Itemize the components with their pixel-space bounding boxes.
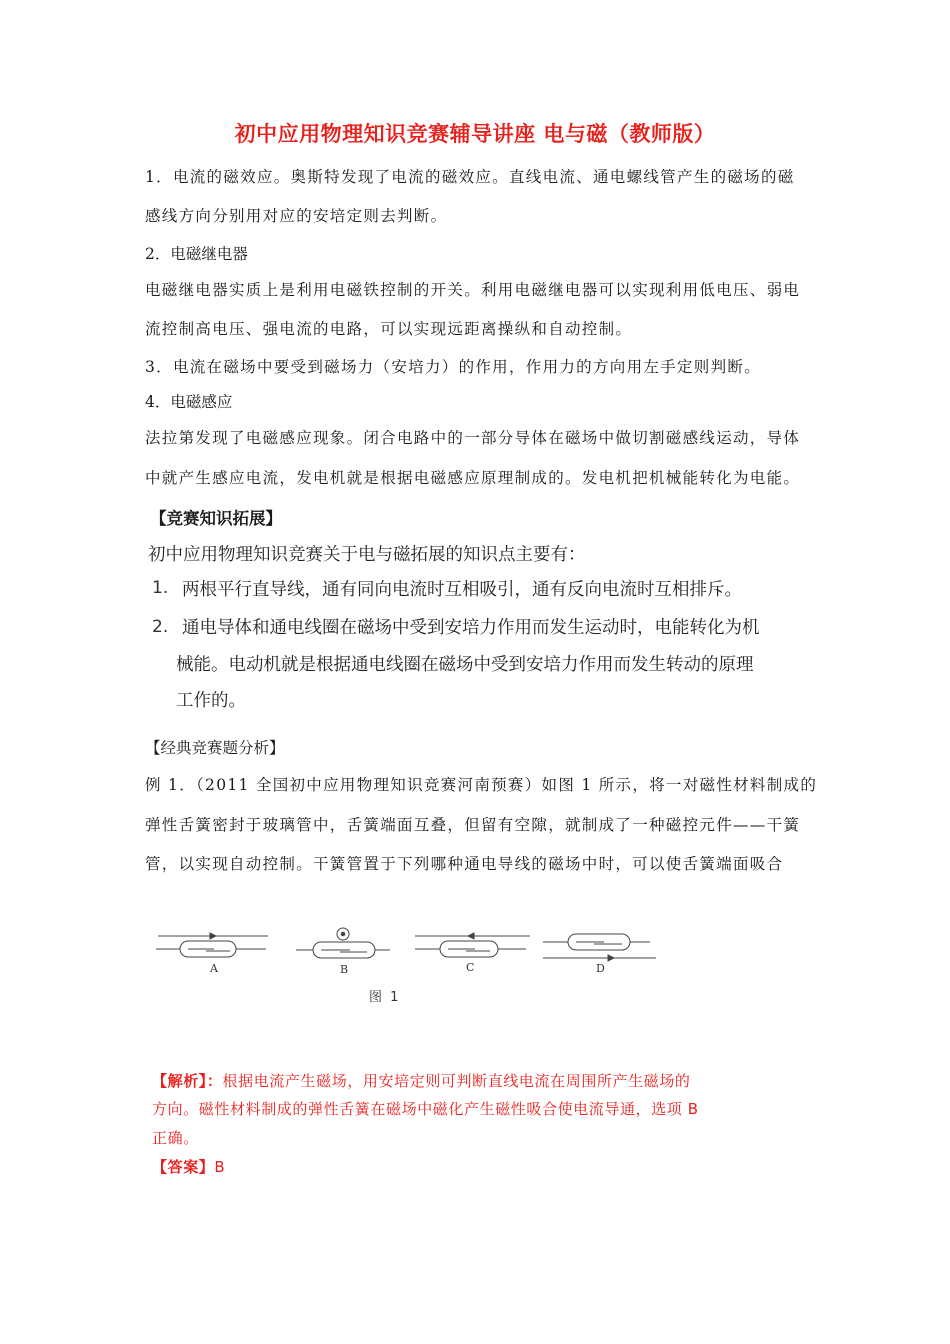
knowledge-p2-line1: 电磁继电器实质上是利用电磁铁控制的开关。利用电磁继电器可以实现利用低电压、弱电 (145, 281, 801, 299)
diagram-c (415, 933, 530, 957)
knowledge-p1-line2: 感线方向分别用对应的安培定则去判断。 (145, 207, 448, 225)
knowledge-p4-heading: 4．电磁感应 (145, 393, 233, 411)
knowledge-p3-line1: 3．电流在磁场中要受到磁场力（安培力）的作用，作用力的方向用左手定则判断。 (145, 358, 761, 376)
answer-value: B (214, 1158, 226, 1176)
figure-reed-switches (150, 920, 670, 1010)
example1-line3: 管，以实现自动控制。干簧管置于下列哪种通电导线的磁场中时，可以使舌簧端面吸合 (145, 855, 784, 873)
diagram-d-label: D (596, 962, 605, 975)
example1-line2: 弹性舌簧密封于玻璃管中，舌簧端面互叠，但留有空隙，就制成了一种磁控元件——干簧 (145, 816, 801, 834)
extension-item1-number: 1. (152, 578, 169, 598)
extension-item1-text: 两根平行直导线，通有同向电流时互相吸引，通有反向电流时互相排斥。 (182, 580, 742, 600)
diagram-a-label: A (210, 962, 218, 975)
solution-text-1: 根据电流产生磁场，用安培定则可判断直线电流在周围所产生磁场的 (222, 1072, 691, 1090)
diagram-a (156, 933, 268, 957)
extension-item2-line2: 械能。电动机就是根据通电线圈在磁场中受到安培力作用而发生转动的原理 (176, 655, 754, 675)
diagram-c-label: C (466, 961, 475, 974)
knowledge-p1-line1: 1．电流的磁效应。奥斯特发现了电流的磁效应。直线电流、通电螺线管产生的磁场的磁 (145, 168, 795, 186)
diagram-b-label: B (340, 963, 349, 976)
answer-tag: 【答案】 (152, 1158, 215, 1176)
extension-heading: 【竞赛知识拓展】 (150, 509, 282, 528)
solution-line1 (152, 1070, 691, 1091)
knowledge-p4-line2: 中就产生感应电流，发电机就是根据电磁感应原理制成的。发电机把机械能转化为电能。 (145, 469, 801, 487)
diagram-d (543, 934, 656, 961)
solution-line2: 方向。磁性材料制成的弹性舌簧在磁场中磁化产生磁性吸合使电流导通，选项 B (152, 1100, 699, 1118)
answer-line (152, 1156, 225, 1177)
extension-item2-line3: 工作的。 (176, 691, 246, 711)
figure-caption: 图 1 (369, 990, 401, 1005)
solution-tag: 【解析】： (152, 1072, 223, 1090)
extension-item2-number: 2. (152, 617, 169, 637)
extension-item2-line1: 通电导体和通电线圈在磁场中受到安培力作用而发生运动时，电能转化为机 (182, 618, 760, 638)
knowledge-p2-line2: 流控制高电压、强电流的电路，可以实现远距离操纵和自动控制。 (145, 320, 633, 338)
extension-intro: 初中应用物理知识竞赛关于电与磁拓展的知识点主要有： (148, 545, 586, 565)
knowledge-p4-line1: 法拉第发现了电磁感应现象。闭合电路中的一部分导体在磁场中做切割磁感线运动，导体 (145, 429, 801, 447)
solution-line3: 正确。 (152, 1129, 199, 1147)
knowledge-p2-heading: 2．电磁继电器 (145, 245, 248, 263)
page-title: 初中应用物理知识竞赛辅导讲座 电与磁（教师版） (234, 122, 716, 146)
analysis-heading: 【经典竞赛题分析】 (145, 739, 285, 757)
diagram-b (296, 928, 390, 958)
example1-line1: 例 1．（2011 全国初中应用物理知识竞赛河南预赛）如图 1 所示，将一对磁性材料制成的 (145, 776, 818, 794)
